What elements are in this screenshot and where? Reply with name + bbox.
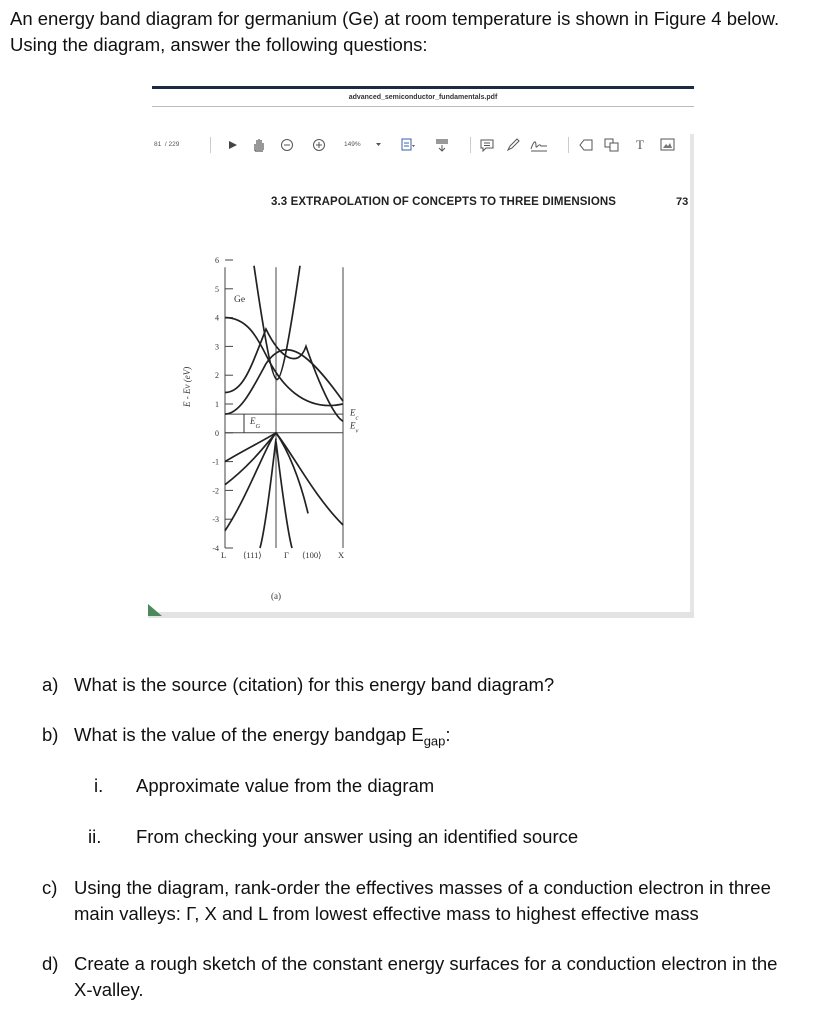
question-line-1: Using the diagram, rank-order the effectives masses of a conduction electron in three — [74, 877, 771, 898]
y-tick-label: -2 — [212, 486, 219, 496]
question-text — [74, 722, 451, 755]
y-tick-label: 3 — [215, 342, 219, 352]
question-marker: b) — [42, 724, 59, 745]
y-tick-label: -4 — [212, 544, 219, 553]
y-tick-label: 1 — [215, 400, 219, 409]
question-text-end: : — [445, 724, 451, 745]
question-text-sub: gap — [423, 733, 446, 749]
question-line-2: X-valley. — [74, 979, 144, 1000]
question-marker: i. — [94, 775, 104, 796]
x-axis-label: X — [338, 550, 345, 560]
question-marker: a) — [42, 674, 59, 695]
gap-label: $E_G$ — [250, 416, 261, 430]
question-marker: d) — [42, 953, 59, 974]
y-tick-label: 6 — [215, 256, 219, 265]
pdf-filename: advanced_semiconductor_fundamentals.pdf — [348, 94, 498, 101]
y-tick-label: 0 — [215, 428, 219, 438]
page-current: 81 — [154, 141, 162, 148]
page-curl-icon — [148, 602, 162, 616]
page-shadow-bottom — [148, 612, 694, 618]
band-curve — [225, 433, 308, 514]
y-tick-label: 2 — [215, 371, 219, 381]
question-c — [42, 875, 812, 927]
section-heading: 3.3 EXTRAPOLATION OF CONCEPTS TO THREE DIMENSIONS — [271, 196, 617, 208]
y-tick-label: 5 — [215, 284, 219, 294]
text-tool-icon[interactable]: T — [636, 137, 644, 152]
material-label: Ge — [234, 294, 246, 305]
intro-line-1: An energy band diagram for germanium (Ge) at room temperature is shown in Figure 4 below. — [10, 8, 780, 29]
question-b-i — [94, 773, 794, 799]
y-tick-label: 4 — [215, 313, 219, 323]
y-tick-label: -1 — [212, 457, 219, 467]
question-text: From checking your answer using an identified source — [136, 826, 579, 847]
question-line-2: main valleys: Γ, X and L from lowest effective mass to highest effective mass — [74, 903, 699, 924]
ev-label: $E_v$ — [350, 420, 359, 434]
question-b-ii — [88, 824, 794, 850]
y-tick-label: -3 — [212, 515, 219, 525]
question-text-main: What is the value of the energy bandgap E — [74, 724, 424, 745]
x-axis-label: ⟨111⟩ — [243, 550, 262, 560]
page-shadow-right — [690, 134, 694, 616]
question-marker: ii. — [88, 826, 102, 847]
question-text — [74, 875, 771, 927]
band-curve — [254, 266, 300, 380]
intro-line-2: Using the diagram, answer the following questions: — [10, 34, 428, 55]
pdf-viewer-screenshot — [148, 82, 694, 620]
figure-caption: (a) — [271, 591, 281, 601]
intro-text — [10, 6, 820, 58]
x-axis-label: L — [221, 550, 227, 560]
band-diagram-figure — [148, 82, 694, 620]
question-d — [42, 951, 812, 1003]
zoom-level[interactable]: 149% — [344, 141, 361, 148]
question-a — [42, 672, 802, 698]
x-axis-label: ⟨100⟩ — [302, 550, 322, 560]
pdf-page-number: 73 — [676, 196, 689, 208]
question-line-1: Create a rough sketch of the constant energy surfaces for a conduction electron in the — [74, 953, 778, 974]
x-axis-label: Γ — [284, 550, 289, 560]
ec-label: $E_c$ — [350, 407, 359, 422]
question-text: Approximate value from the diagram — [136, 775, 435, 796]
page-total: / 229 — [164, 141, 180, 148]
band-curve — [225, 329, 343, 421]
question-b — [42, 722, 802, 750]
question-text — [74, 951, 777, 1003]
band-curve — [260, 439, 276, 548]
question-text: What is the source (citation) for this energy band diagram? — [74, 674, 555, 695]
y-axis-label: E - Ev (eV) — [182, 366, 192, 407]
question-marker: c) — [42, 877, 58, 898]
